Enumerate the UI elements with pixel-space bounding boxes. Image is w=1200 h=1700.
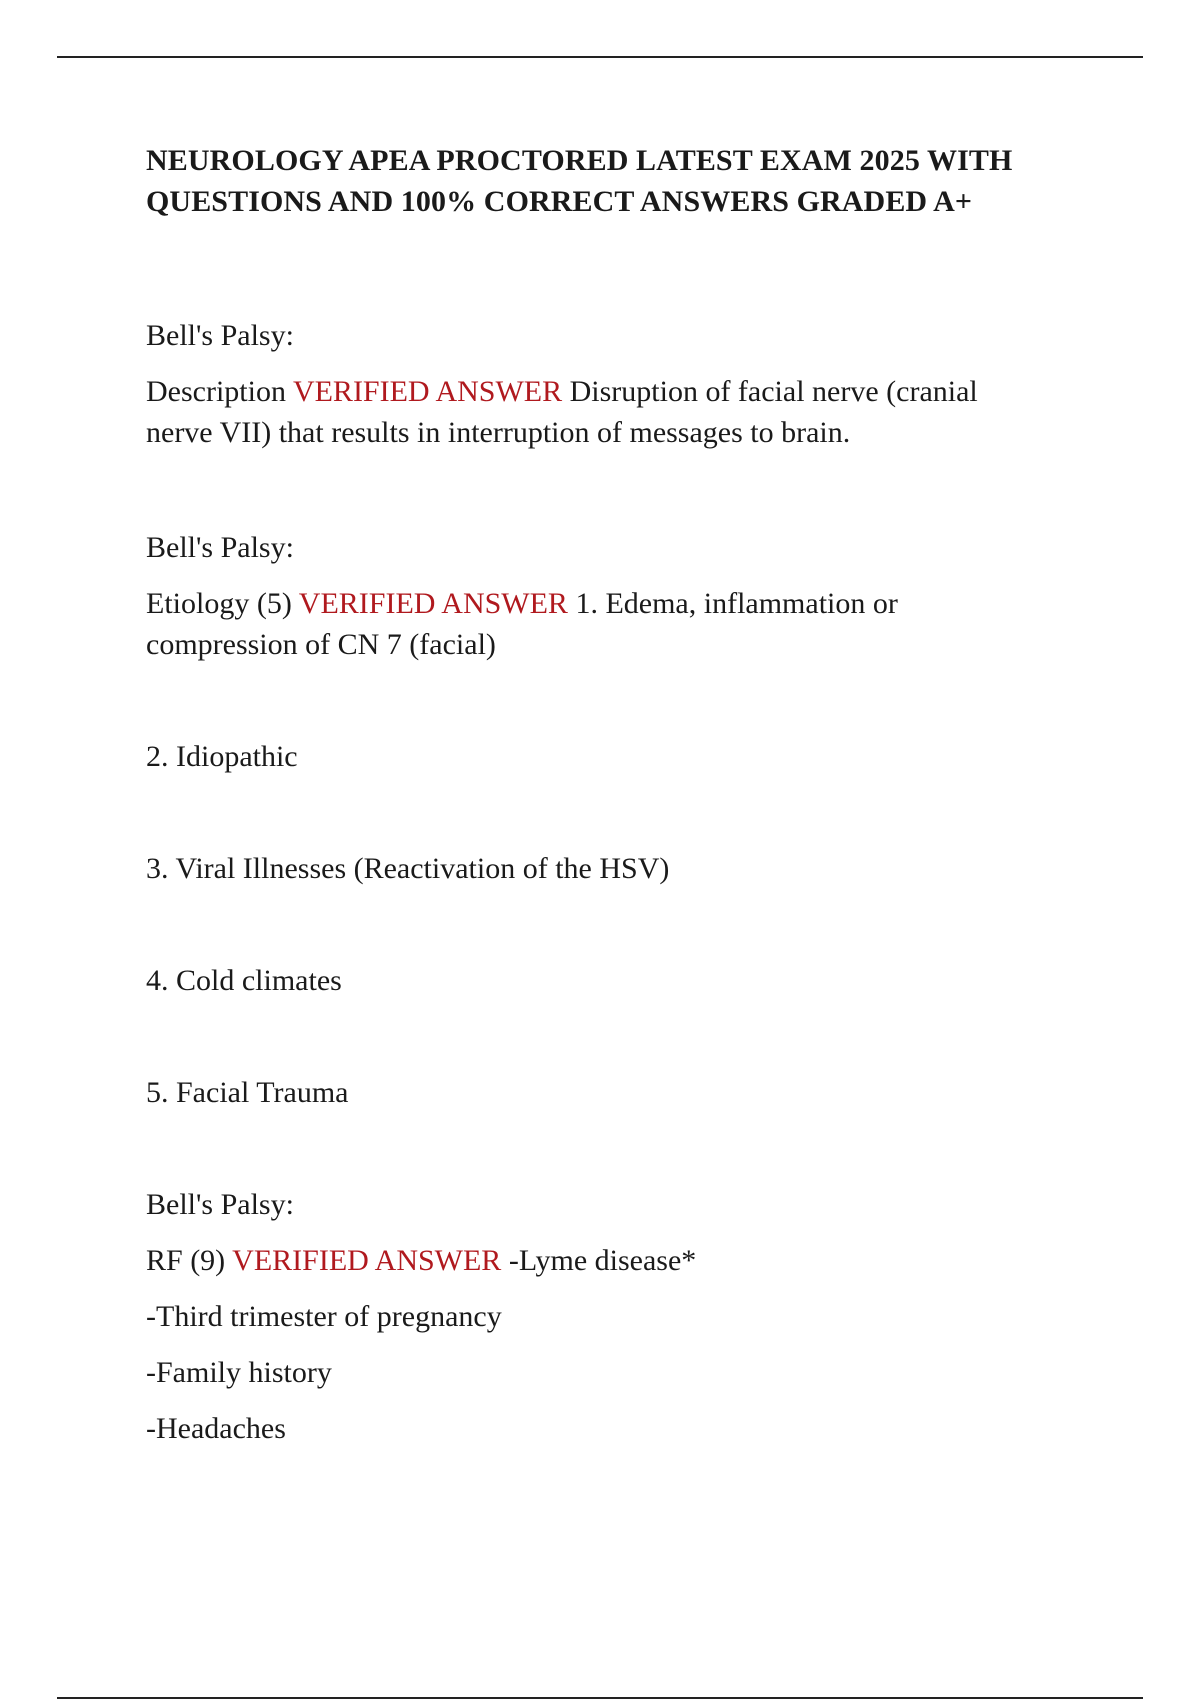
q1-answer-line-2: nerve VII) that results in interruption of messages to brain. bbox=[146, 416, 851, 449]
list-item: 2. Idiopathic bbox=[146, 740, 298, 773]
q1-answer bbox=[146, 371, 1086, 453]
q1-answer-line-1: Disruption of facial nerve (cranial bbox=[569, 375, 978, 408]
q2-verified-answer-marker: VERIFIED ANSWER bbox=[298, 587, 568, 620]
list-item: -Family history bbox=[146, 1356, 332, 1389]
q2-answer-line-2: compression of CN 7 (facial) bbox=[146, 628, 496, 661]
q2-prompt: Etiology (5) bbox=[146, 587, 292, 620]
document-title bbox=[146, 140, 1086, 222]
title-line-1: NEUROLOGY APEA PROCTORED LATEST EXAM 2025 WITH bbox=[146, 144, 1013, 177]
list-item: 4. Cold climates bbox=[146, 964, 342, 997]
q1-prompt: Description bbox=[146, 375, 286, 408]
bottom-rule bbox=[57, 1697, 1143, 1699]
q3-prompt: RF (9) bbox=[146, 1244, 226, 1277]
list-item: -Third trimester of pregnancy bbox=[146, 1300, 502, 1333]
list-item: 3. Viral Illnesses (Reactivation of the HSV) bbox=[146, 852, 670, 885]
q3-verified-answer-marker: VERIFIED ANSWER bbox=[232, 1244, 502, 1277]
q1-verified-answer-marker: VERIFIED ANSWER bbox=[292, 375, 563, 408]
q2-answer bbox=[146, 583, 1086, 665]
list-item: 5. Facial Trauma bbox=[146, 1076, 349, 1109]
q3-answer-line-1: -Lyme disease* bbox=[508, 1244, 697, 1277]
q1-heading: Bell's Palsy: bbox=[146, 319, 294, 352]
q3-heading: Bell's Palsy: bbox=[146, 1188, 294, 1221]
title-line-2: QUESTIONS AND 100% CORRECT ANSWERS GRADED A+ bbox=[146, 185, 973, 218]
document-body bbox=[146, 140, 1086, 1449]
q2-heading: Bell's Palsy: bbox=[146, 531, 294, 564]
list-item: -Headaches bbox=[146, 1412, 286, 1445]
q3-answer bbox=[146, 1240, 1086, 1281]
q2-answer-line-1: 1. Edema, inflammation or bbox=[575, 587, 898, 620]
top-rule bbox=[57, 56, 1143, 58]
